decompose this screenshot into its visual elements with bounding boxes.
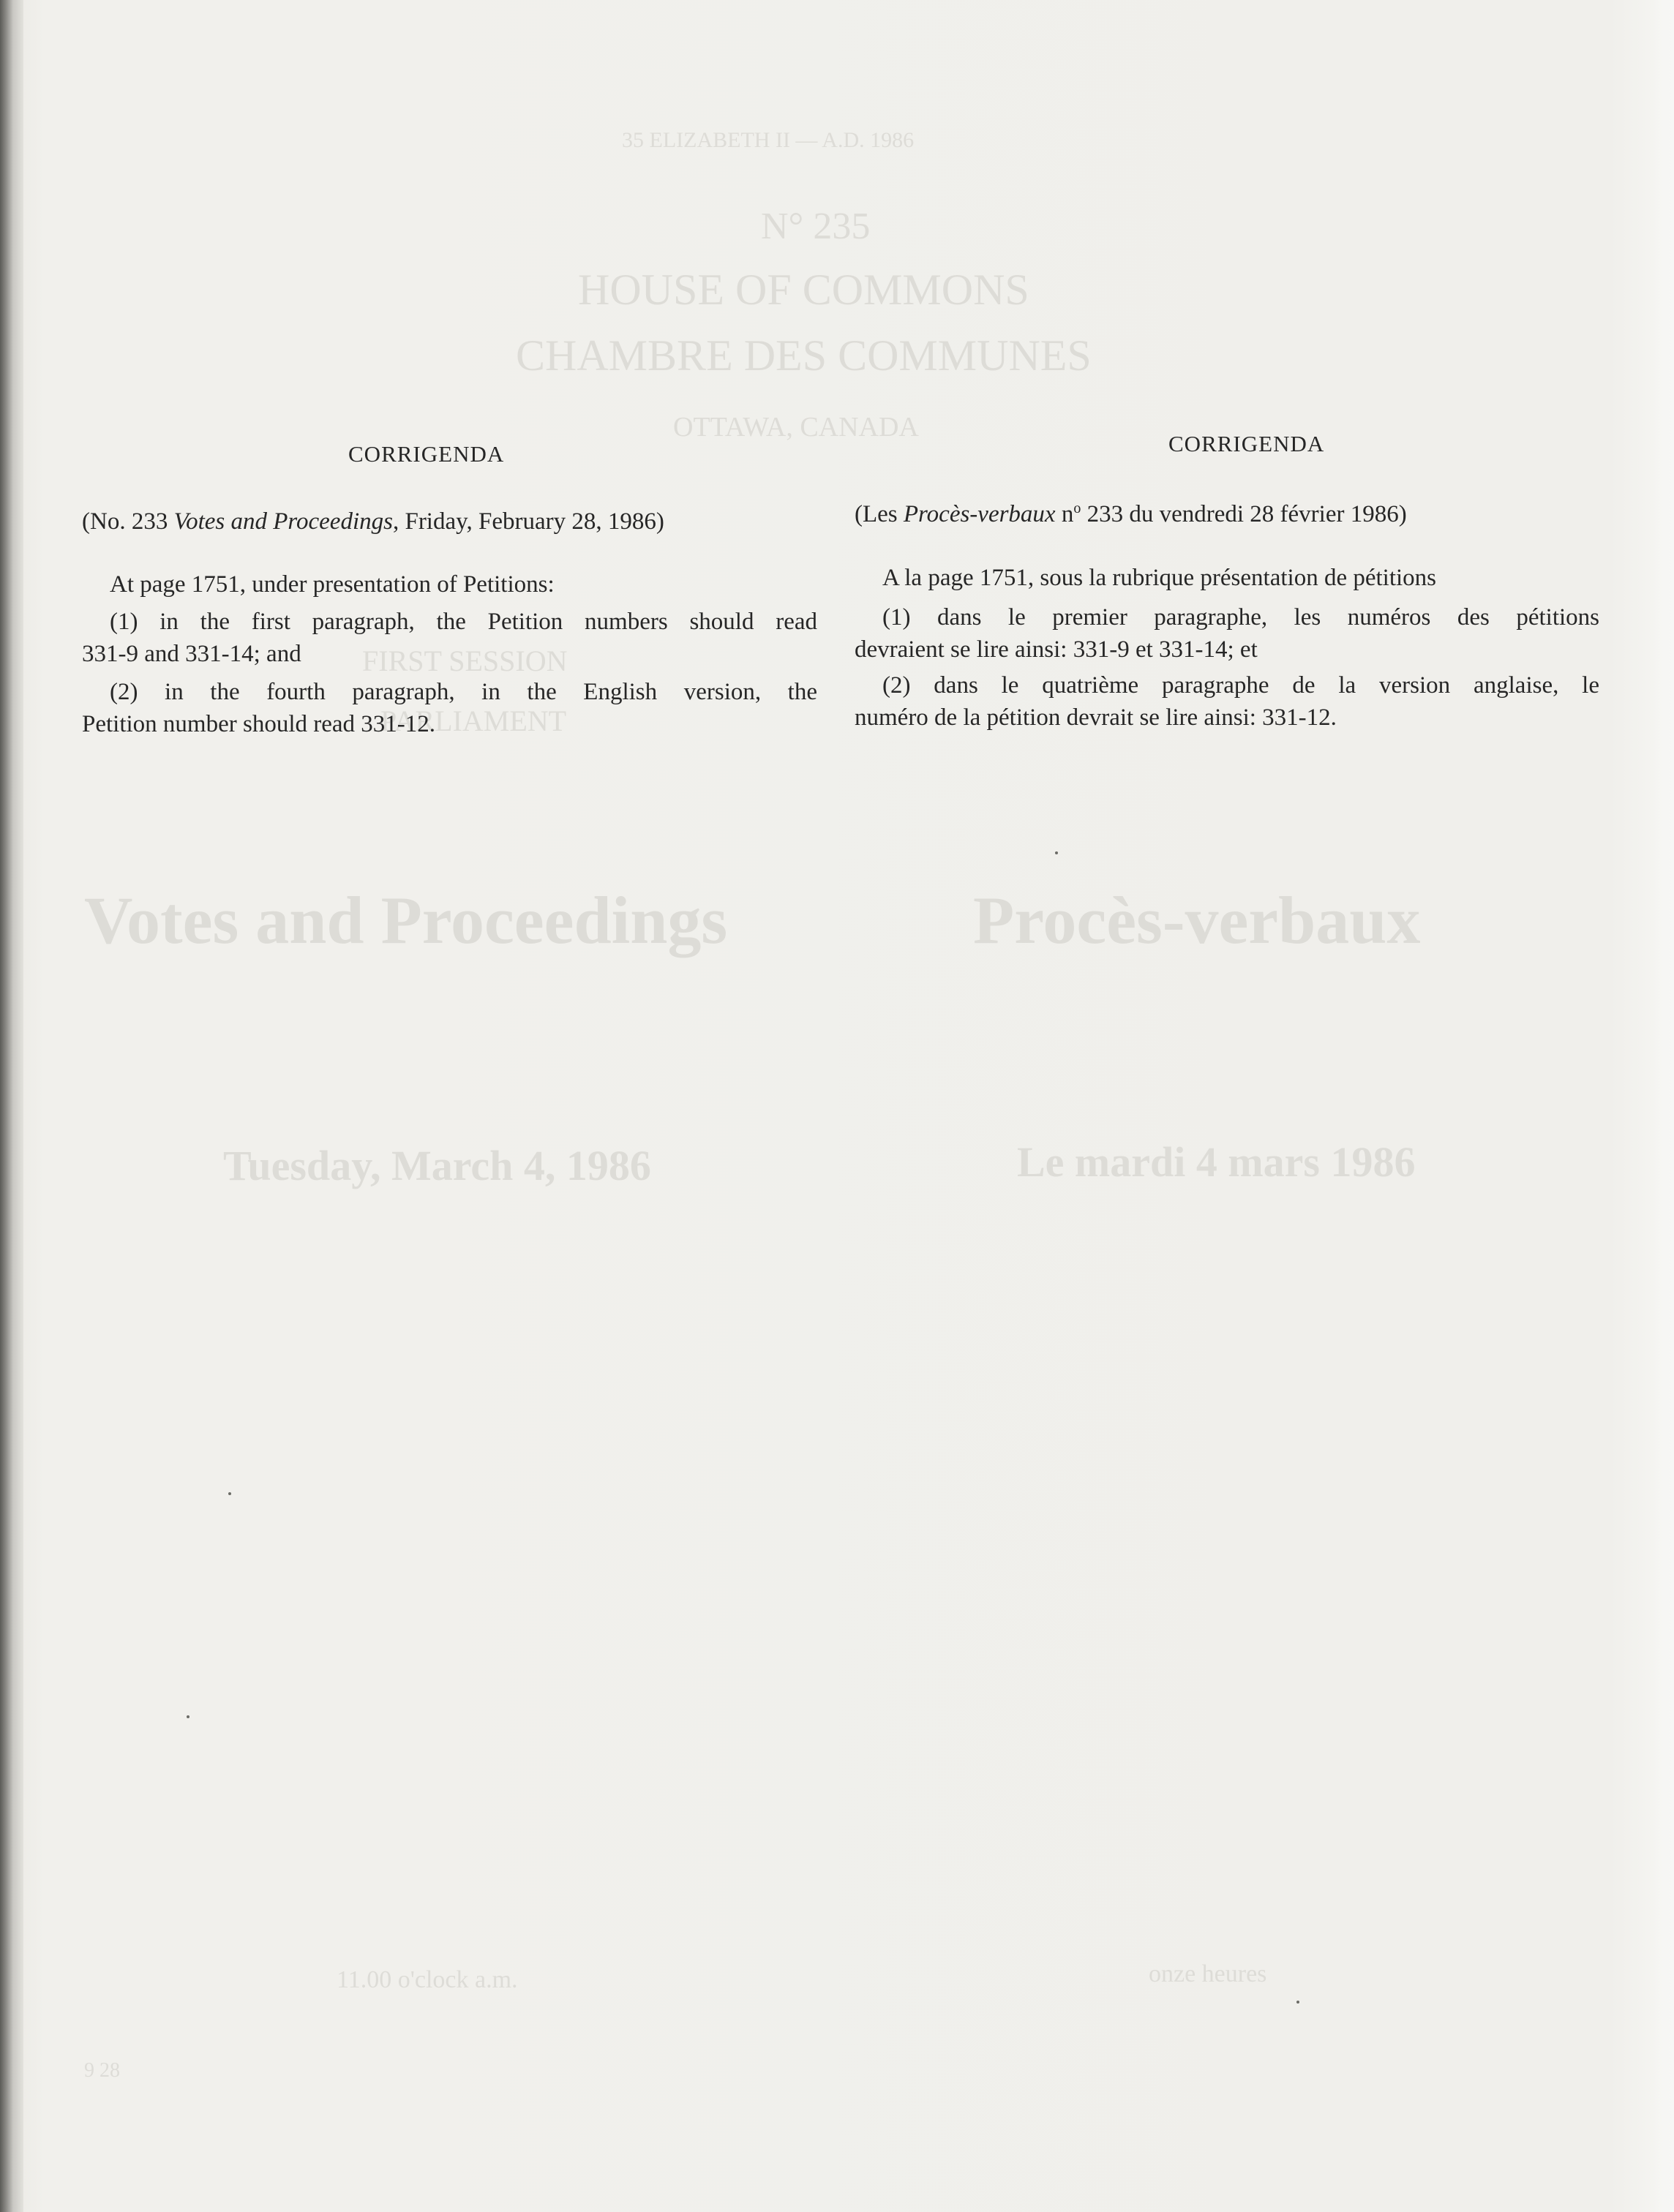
paper-speck — [187, 1715, 189, 1718]
intro-text-fr: A la page 1751, sous la rubrique présentation de pétitions — [882, 565, 1437, 591]
ghost-house-en: HOUSE OF COMMONS — [578, 266, 1029, 314]
reference-superscript-fr: o — [1073, 500, 1081, 516]
reference-mid-fr: n — [1055, 501, 1074, 527]
reference-suffix-fr: 233 du vendredi 28 février 1986) — [1081, 501, 1407, 527]
item-1-line-2-en: 331-9 and 331-14; and — [82, 641, 301, 667]
item-1-line-1-en: (1) in the first paragraph, the Petition numbers should read — [110, 609, 817, 635]
page-edge — [1652, 0, 1674, 2212]
item-1-line-1-fr: (1) dans le premier paragraphe, les numéros des pétitions — [882, 604, 1599, 631]
corrigenda-heading-en: CORRIGENDA — [348, 441, 505, 467]
ghost-issue-number: N° 235 — [761, 206, 871, 247]
paper-speck — [1055, 851, 1058, 854]
reference-line-en — [82, 508, 664, 535]
item-2-line-2-fr: numéro de la pétition devrait se lire ainsi: 331-12. — [855, 704, 1337, 731]
item-2-paragraph-en — [82, 676, 817, 740]
ghost-time-fr: onze heures — [1149, 1960, 1267, 1987]
reference-title-en: Votes and Proceedings — [173, 508, 393, 535]
reference-prefix-fr: (Les — [855, 501, 904, 527]
intro-paragraph-fr — [882, 562, 1599, 594]
ghost-date-fr: Le mardi 4 mars 1986 — [1017, 1138, 1416, 1186]
ghost-time-en: 11.00 o'clock a.m. — [337, 1966, 518, 1993]
binding-spine — [0, 0, 23, 2212]
reference-title-fr: Procès-verbaux — [903, 501, 1056, 527]
intro-text-en: At page 1751, under presentation of Petitions: — [110, 571, 555, 598]
item-2-paragraph-fr — [855, 669, 1599, 734]
corrigenda-heading-fr: CORRIGENDA — [1168, 431, 1325, 456]
item-2-line-1-fr: (2) dans le quatrième paragraphe de la version anglaise, le — [882, 672, 1599, 699]
paper-speck — [228, 1492, 231, 1495]
ghost-date-en: Tuesday, March 4, 1986 — [223, 1142, 651, 1189]
item-1-paragraph-en — [82, 606, 817, 670]
intro-paragraph-en — [110, 568, 841, 601]
item-1-paragraph-fr — [855, 601, 1599, 666]
reference-prefix-en: (No. 233 — [82, 508, 174, 535]
ghost-session: FIRST SESSION — [362, 644, 568, 677]
ghost-parliament: PARLIAMENT — [380, 704, 567, 737]
item-1-line-2-fr: devraient se lire ainsi: 331-9 et 331-14; et — [855, 636, 1258, 663]
ghost-title-fr: Procès-verbaux — [973, 883, 1421, 958]
ghost-regnal-year: 35 ELIZABETH II — A.D. 1986 — [622, 128, 915, 152]
item-2-line-2-en: Petition number should read 331-12. — [82, 711, 436, 737]
reference-suffix-en: , Friday, February 28, 1986) — [392, 508, 664, 535]
reference-line-fr — [855, 500, 1407, 528]
ghost-folio: 9 28 — [84, 2059, 120, 2082]
ghost-title-en: Votes and Proceedings — [84, 883, 728, 958]
item-2-line-1-en: (2) in the fourth paragraph, in the English version, the — [110, 679, 817, 705]
paper-speck — [1296, 2001, 1299, 2004]
ghost-city: OTTAWA, CANADA — [673, 412, 919, 443]
ghost-house-fr: CHAMBRE DES COMMUNES — [516, 331, 1092, 380]
